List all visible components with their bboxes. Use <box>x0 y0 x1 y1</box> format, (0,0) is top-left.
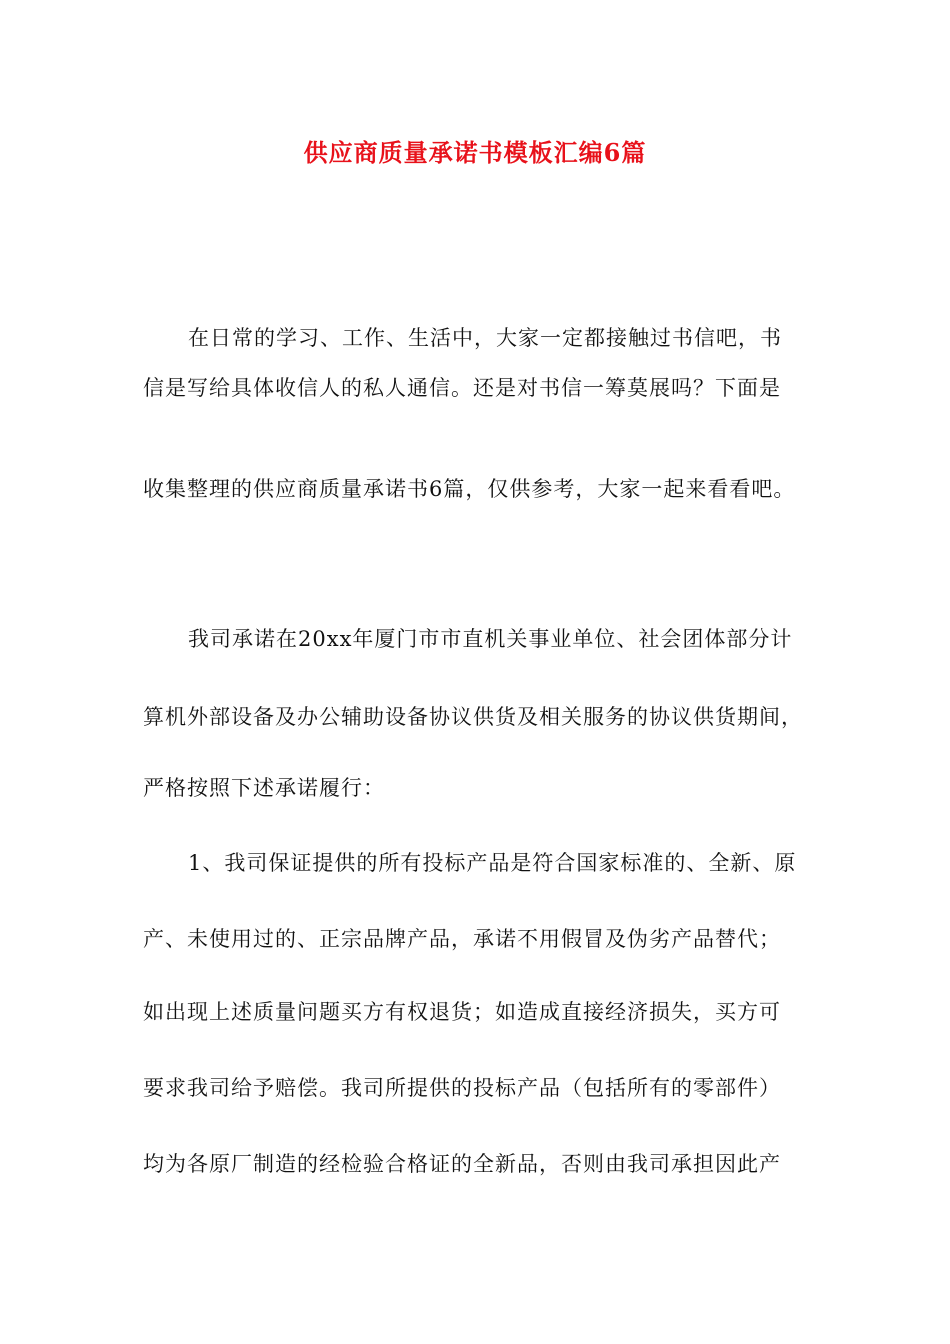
paragraph-line: 收集整理的供应商质量承诺书6篇，仅供参考，大家一起来看看吧。 <box>143 477 796 501</box>
paragraph-line: 均为各原厂制造的经检验合格证的全新品，否则由我司承担因此产 <box>143 1152 781 1176</box>
paragraph-line: 信是写给具体收信人的私人通信。还是对书信一筹莫展吗？下面是 <box>143 376 781 400</box>
paragraph-line: 要求我司给予赔偿。我司所提供的投标产品（包括所有的零部件） <box>143 1076 781 1100</box>
document-title: 供应商质量承诺书模板汇编6篇 <box>303 138 647 167</box>
paragraph-line: 产、未使用过的、正宗品牌产品，承诺不用假冒及伪劣产品替代； <box>143 927 781 951</box>
paragraph-line: 1、我司保证提供的所有投标产品是符合国家标准的、全新、原 <box>188 851 797 875</box>
paragraph-line: 严格按照下述承诺履行： <box>143 776 385 800</box>
paragraph-line: 如出现上述质量问题买方有权退货；如造成直接经济损失，买方可 <box>143 1000 781 1024</box>
paragraph-line: 算机外部设备及办公辅助设备协议供货及相关服务的协议供货期间， <box>143 705 803 729</box>
paragraph-line: 在日常的学习、工作、生活中，大家一定都接触过书信吧，书 <box>188 326 782 350</box>
paragraph-line: 我司承诺在20xx年厦门市市直机关事业单位、社会团体部分计 <box>188 627 793 651</box>
